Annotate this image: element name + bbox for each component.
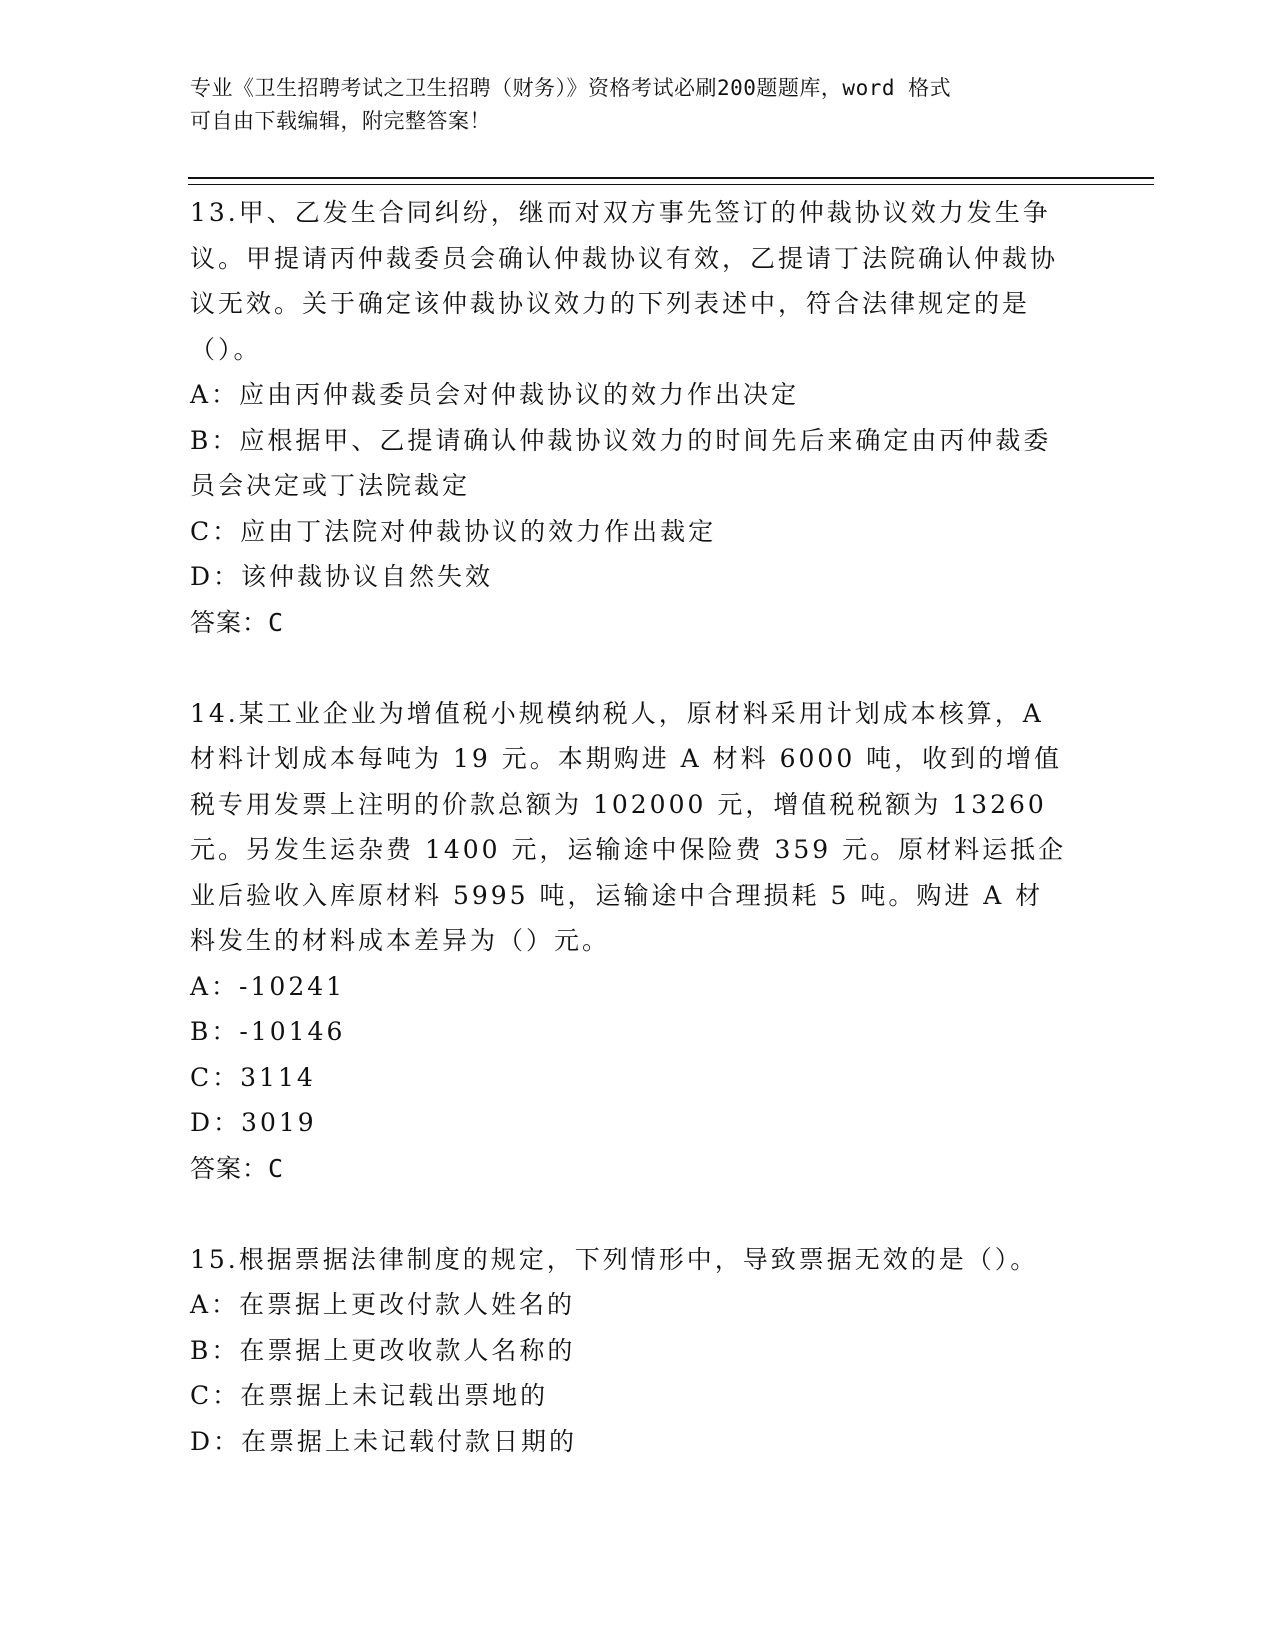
option-c: C：应由丁法院对仲裁协议的效力作出裁定 bbox=[190, 516, 717, 546]
option-b: B：在票据上更改收款人名称的 bbox=[190, 1335, 576, 1365]
option-d: D：该仲裁协议自然失效 bbox=[190, 562, 494, 591]
option-a: A：-10241 bbox=[190, 971, 346, 1001]
header-divider-thick bbox=[188, 177, 1154, 179]
header-line-2: 可自由下载编辑，附完整答案！ bbox=[190, 109, 491, 133]
option-a: A：在票据上更改付款人姓名的 bbox=[190, 1290, 576, 1319]
option-c: C：在票据上未记载出票地的 bbox=[190, 1381, 549, 1410]
option-b: B：-10146 bbox=[190, 1017, 346, 1046]
header-line-1: 专业《卫生招聘考试之卫生招聘（财务）》资格考试必刷200题题库，word 格式 bbox=[190, 76, 952, 100]
question-stem: 14.某工业企业为增值税小规模纳税人，原材料采用计划成本核算，A材料计划成本每吨为 19 元。本期购进 A 材料 6000 吨，收到的增值税专用发票上注明的价款总额为 102000 元，增值税税额为 13260 元。另发生运杂费 1400 元，运输途中保险费 359 元。原材料运抵企业后验收入库原材料 5995 吨，运输途中合理损耗 5 吨。购进 A 材料发生的材料成本差异为（）元。 bbox=[190, 698, 1067, 955]
option-b: B：应根据甲、乙提请确认仲裁协议效力的时间先后来确定由丙仲裁委员会决定或丁法院裁定 bbox=[190, 425, 1052, 500]
question-stem: 13.甲、乙发生合同纠纷，继而对双方事先签订的仲裁协议效力发生争议。甲提请丙仲裁委员会确认仲裁协议有效，乙提请丁法院确认仲裁协议无效。关于确定该仲裁协议效力的下列表述中，符合法律规定的是（）。 bbox=[190, 198, 1059, 364]
question-14 bbox=[190, 691, 1070, 1192]
document-header bbox=[190, 72, 1090, 138]
answer: 答案：C bbox=[190, 1153, 285, 1183]
option-a: A：应由丙仲裁委员会对仲裁协议的效力作出决定 bbox=[190, 380, 800, 409]
question-13 bbox=[190, 190, 1070, 645]
question-list bbox=[190, 190, 1070, 1510]
answer: 答案：C bbox=[190, 607, 285, 637]
option-c: C：3114 bbox=[190, 1062, 316, 1092]
question-stem: 15.根据票据法律制度的规定，下列情形中，导致票据无效的是（）。 bbox=[190, 1244, 1039, 1274]
option-d: D：在票据上未记载付款日期的 bbox=[190, 1426, 578, 1456]
option-d: D：3019 bbox=[190, 1108, 317, 1137]
header-divider-thin bbox=[188, 184, 1154, 185]
question-15 bbox=[190, 1237, 1070, 1465]
